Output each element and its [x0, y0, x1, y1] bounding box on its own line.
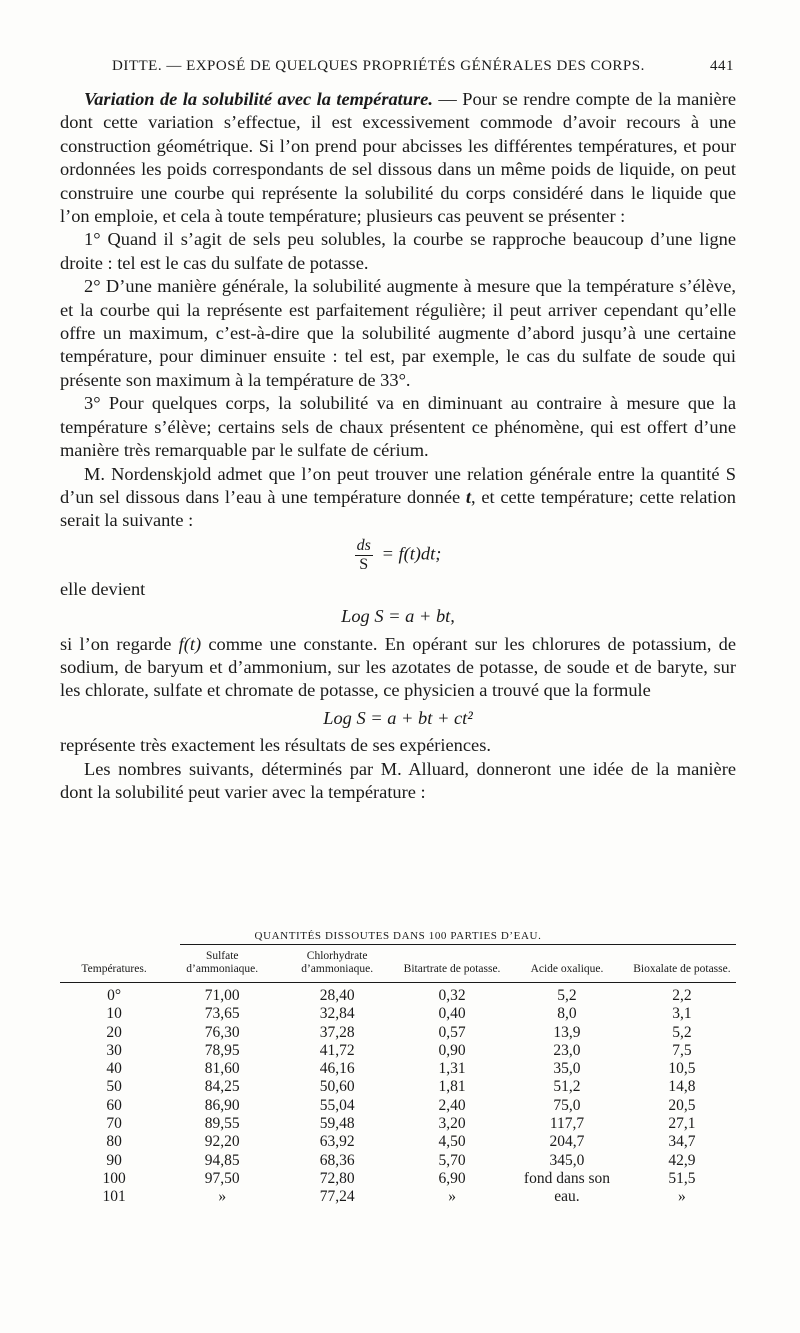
table-cell: 71,00 [204, 987, 240, 1004]
table-cell: eau. [554, 1188, 580, 1206]
table-cell: 0,40 [438, 1005, 466, 1023]
table-body [60, 983, 736, 1207]
table-cell: 0° [107, 987, 122, 1004]
col-header-potassium-bitartrate: Bitartrate de potasse. [398, 950, 506, 983]
col-header-ammonium-chloride: Chlorhydrate d’ammoniaque. [276, 950, 398, 983]
table-cell: 6,90 [438, 1169, 466, 1187]
table-cell: 80 [106, 1133, 122, 1151]
formula-differential: $\frac{ds}{S}$ = f(t)dt; [356, 536, 442, 573]
table-cell: 14,8 [668, 1078, 696, 1096]
table-cell: 20,5 [668, 1096, 696, 1114]
col-header-potassium-bioxalate: Bioxalate de potasse. [628, 950, 736, 983]
table-cell: 46,16 [319, 1060, 355, 1078]
running-header [112, 58, 734, 75]
table-cell: 73,65 [204, 1005, 240, 1023]
paragraph-alluard: Les nombres suivants, déterminés par M. Alluard, donneront une idée de la manière dont la solubilité peut varier avec la température : [60, 758, 736, 802]
section-title: Variation de la solubilité avec la température. [84, 89, 433, 109]
table-cell: 4,50 [438, 1133, 466, 1151]
table-cell: 35,0 [553, 1060, 581, 1078]
paragraph-becomes: elle devient [60, 578, 146, 599]
table-cell: 81,60 [204, 1060, 240, 1078]
table-cell: 101 [102, 1188, 126, 1206]
page-number: 441 [710, 58, 734, 74]
running-title: DITTE. — EXPOSÉ DE QUELQUES PROPRIÉTÉS GÉNÉRALES DES CORPS. [112, 58, 645, 74]
table-row [60, 1115, 736, 1133]
table-cell: 2,2 [672, 987, 692, 1004]
paragraph-case-1: 1° Quand il s’agit de sels peu solubles, la courbe se rapproche beaucoup d’une ligne droite : tel est le cas du sulfate de potasse. [60, 229, 736, 273]
table-cell: 90 [106, 1151, 122, 1169]
table-row [60, 1188, 736, 1206]
table-row [60, 1078, 736, 1096]
table-header-row [60, 950, 736, 983]
table-caption: QUANTITÉS DISSOUTES DANS 100 PARTIES D’EAU. [254, 930, 542, 942]
table-cell: 42,9 [668, 1151, 696, 1169]
table-cell: 8,0 [557, 1005, 577, 1023]
table-cell: » [218, 1188, 227, 1206]
table-cell: fond dans son [523, 1169, 611, 1187]
table-cell: 5,2 [557, 987, 577, 1004]
paragraph-case-2: 2° D’une manière générale, la solubilité augmente à mesure que la température s’élève, et la courbe qui la représente est parfaitement régulière; il peut arriver cependant qu’elle offre un maximum, c’est-à-dire que la solubilité augmente d’abord jusqu’à une certaine température, pour diminuer ensuite : tel est, par exemple, le cas du sulfate de soude qui présente son maximum à la température de 33°. [60, 276, 736, 390]
table-cell: 5,2 [672, 1023, 692, 1041]
table-cell: 59,48 [319, 1115, 355, 1133]
table-cell: 76,30 [204, 1023, 240, 1041]
table-cell: 3,20 [438, 1115, 466, 1133]
formula-log-quadratic: Log S = a + bt + ct² [323, 707, 473, 728]
table-row [60, 1024, 736, 1042]
paragraph-results: représente très exactement les résultats de ses expériences. [60, 735, 491, 756]
table-cell: 50,60 [319, 1078, 355, 1096]
table-cell: 78,95 [204, 1041, 240, 1059]
table-cell: 7,5 [672, 1041, 692, 1059]
col-header-temperature: Températures. [60, 950, 168, 983]
table-cell: 13,9 [553, 1023, 581, 1041]
table-cell: 97,50 [204, 1169, 240, 1187]
table-cell: 86,90 [204, 1096, 240, 1114]
col-header-ammonium-sulfate: Sulfate d’ammoniaque. [168, 950, 276, 983]
table-cell: 28,40 [319, 987, 355, 1004]
table-row [60, 1133, 736, 1151]
table-cell: 84,25 [204, 1078, 240, 1096]
table-cell: 89,55 [204, 1115, 240, 1133]
table-cell: 2,40 [438, 1096, 466, 1114]
table-cell: 10,5 [668, 1060, 696, 1078]
table-cell: 23,0 [553, 1041, 581, 1059]
table-cell: 20 [106, 1023, 122, 1041]
table-cell: 70 [106, 1115, 122, 1133]
table-row [60, 1170, 736, 1188]
table-cell: 34,7 [668, 1133, 696, 1151]
table-cell: 41,72 [319, 1041, 355, 1059]
table-cell: 55,04 [319, 1096, 355, 1114]
table-cell: 75,0 [553, 1096, 581, 1114]
table-row [60, 1060, 736, 1078]
table-cell: 1,81 [438, 1078, 466, 1096]
table-cell: 60 [106, 1096, 122, 1114]
table-cell: 63,92 [319, 1133, 355, 1151]
table-cell: 3,1 [672, 1005, 692, 1023]
table-cell: 27,1 [668, 1115, 696, 1133]
table-cell: 92,20 [204, 1133, 240, 1151]
formula-log-linear: Log S = a + bt, [341, 606, 455, 627]
table-cell: 50 [106, 1078, 122, 1096]
table-cell: 0,32 [438, 987, 466, 1004]
table-cell: 0,90 [438, 1041, 466, 1059]
table-row [60, 1097, 736, 1115]
table-cell: 51,2 [553, 1078, 581, 1096]
table-cell: 345,0 [549, 1151, 585, 1169]
table-cell: 51,5 [668, 1169, 696, 1187]
table-cell: 117,7 [549, 1115, 585, 1133]
table-cell: 77,24 [319, 1188, 355, 1206]
paragraph-experiments: si l’on regarde f(t) comme une constante. En opérant sur les chlorures de potassium, de sodium, de baryum et d’ammonium, sur les azotates de potasse, de soude et de baryte, sur les chlorate, sulfate et chromate de potasse, ce physicien a trouvé que la formule [60, 633, 736, 701]
table-row [60, 1042, 736, 1060]
table-cell: » [678, 1188, 686, 1206]
paragraph-nordenskjold: M. Nordenskjold admet que l’on peut trouver une relation générale entre la quantité S d’un sel dissous dans l’eau à une température donnée t, et cette température; cette relation serait la suivante : [60, 463, 736, 531]
table-cell: 32,84 [319, 1005, 355, 1023]
table-cell: » [448, 1188, 456, 1206]
paragraph-intro: Variation de la solubilité avec la température. — Pour se rendre compte de la manière dont cette variation s’effectue, il est excessivement commode d’avoir recours à une construction géométrique. Si l’on prend pour abcisses les différentes températures, et pour ordonnées les poids correspondants de sel dissous dans un même poids de liquide, on peut construire une courbe qui représente la solubilité du corps considéré dans le liquide que l’on emploie, et cela à toute température; plusieurs cas peuvent se présenter : [60, 89, 737, 227]
table-top-rule [180, 944, 736, 945]
table-row [60, 1152, 736, 1170]
col-header-oxalic-acid: Acide oxalique. [506, 950, 628, 983]
table-cell: 30 [106, 1041, 122, 1059]
table-cell: 100 [102, 1169, 126, 1187]
table-row [60, 1005, 736, 1023]
table-cell: 68,36 [319, 1151, 355, 1169]
table-cell: 5,70 [438, 1151, 466, 1169]
table-cell: 0,57 [438, 1023, 466, 1041]
table-cell: 72,80 [319, 1169, 355, 1187]
table-cell: 37,28 [319, 1023, 355, 1041]
body-text [60, 88, 736, 804]
table-cell: 204,7 [549, 1133, 585, 1151]
table-cell: 1,31 [438, 1060, 466, 1078]
table-cell: 94,85 [204, 1151, 240, 1169]
table-row [60, 983, 736, 1006]
table-cell: 10 [106, 1005, 122, 1023]
table-cell: 40 [106, 1060, 122, 1078]
paragraph-case-3: 3° Pour quelques corps, la solubilité va en diminuant au contraire à mesure que la température s’élève; certains sels de chaux présentent ce phénomène, qui est offert d’une manière très remarquable par le sulfate de cérium. [60, 393, 736, 461]
solubility-table [60, 950, 736, 1207]
